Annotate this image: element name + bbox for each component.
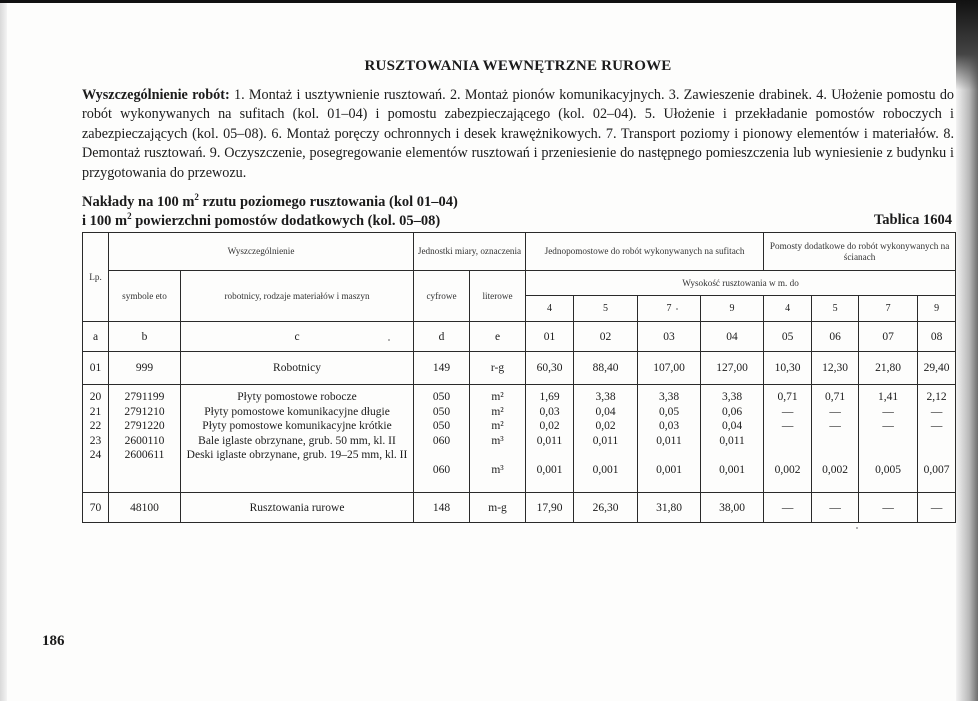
header-literowe: literowe — [470, 271, 526, 322]
cell-value: 17,90 — [526, 493, 574, 523]
header-lp: Lp. — [83, 233, 109, 322]
header-height: 9 — [918, 296, 956, 322]
header-row-2 — [83, 271, 956, 296]
page-edge-top — [0, 0, 960, 3]
norms-table — [82, 232, 956, 523]
header-jednostki: Jednostki miary, oznaczenia — [414, 233, 526, 271]
header-symbole: symbole eto — [109, 271, 181, 322]
header-height: 4 — [526, 296, 574, 322]
column-letter: c — [181, 322, 414, 352]
column-letter: e — [470, 322, 526, 352]
column-letter: a — [83, 322, 109, 352]
description-label: Wyszczególnienie robót: — [82, 87, 230, 103]
header-group-sufity: Jednopomostowe do robót wykonywanych na sufitach — [526, 233, 764, 271]
materials-symbols: 2791199 2791210 2791220 2600110 2600611 — [109, 385, 181, 493]
column-letter: 06 — [812, 322, 859, 352]
cell-lp: 01 — [83, 352, 109, 385]
cell-value: 31,80 — [638, 493, 701, 523]
cell-value: 60,30 — [526, 352, 574, 385]
cell-cyfrowe: 148 — [414, 493, 470, 523]
header-row-1 — [83, 233, 956, 271]
cell-value: — — [859, 493, 918, 523]
cell-value: 127,00 — [701, 352, 764, 385]
header-group-sciany: Pomosty dodatkowe do robót wykonywanych na ścianach — [764, 233, 956, 271]
cell-value: — — [764, 493, 812, 523]
subheading-line-1: Nakłady na 100 $m^2$ rzutu poziomego rusztowania (kol 01–04) — [82, 192, 458, 210]
column-letter: 07 — [859, 322, 918, 352]
scan-speck — [856, 527, 858, 529]
header-height: 4 — [764, 296, 812, 322]
materials-col-08: 2,12 — — 0,007 — [918, 385, 956, 493]
cell-value: 88,40 — [574, 352, 638, 385]
header-wyszczegolnienie: Wyszczególnienie — [109, 233, 414, 271]
header-wysokosc: Wysokość rusztowania w m. do — [526, 271, 956, 296]
cell-value: — — [918, 493, 956, 523]
header-height: 9 — [701, 296, 764, 322]
materials-col-07: 1,41 — — 0,005 — [859, 385, 918, 493]
column-letter: 02 — [574, 322, 638, 352]
cell-value: 21,80 — [859, 352, 918, 385]
work-description — [82, 86, 954, 183]
scan-speck — [676, 308, 678, 310]
cell-value: 38,00 — [701, 493, 764, 523]
subheading-line-2: i 100 $m^2$ powierzchni pomostów dodatkowych (kol. 05–08) — [82, 211, 441, 229]
materials-cyfrowe: 050 050 050 060 060 — [414, 385, 470, 493]
scan-speck — [388, 339, 390, 341]
cell-literowe: r-g — [470, 352, 526, 385]
machines-row — [83, 493, 956, 523]
materials-names: Płyty pomostowe robocze Płyty pomostowe komunikacyjne długie Płyty pomostowe komunikacyjne krótkie Bale iglaste obrzynane, grub. 50 mm, kl. II Deski iglaste obrzynane, grub. 19–25 mm, kl. II — [181, 385, 414, 493]
cell-value: — — [812, 493, 859, 523]
header-height: 5 — [574, 296, 638, 322]
cell-name: Rusztowania rurowe — [181, 493, 414, 523]
cell-symbol: 48100 — [109, 493, 181, 523]
header-height: 5 — [812, 296, 859, 322]
norms-subheading — [82, 193, 954, 231]
page-number: 186 — [42, 633, 65, 649]
cell-symbol: 999 — [109, 352, 181, 385]
materials-block — [83, 385, 956, 493]
materials-col-02: 3,38 0,04 0,02 0,011 0,001 — [574, 385, 638, 493]
materials-col-04: 3,38 0,06 0,04 0,011 0,001 — [701, 385, 764, 493]
header-height: 7 — [859, 296, 918, 322]
materials-col-03: 3,38 0,05 0,03 0,011 0,001 — [638, 385, 701, 493]
page-title: RUSZTOWANIA WEWNĘTRZNE RUROWE — [364, 58, 672, 74]
header-height: 7 — [638, 296, 701, 322]
header-robotnicy: robotnicy, rodzaje materiałów i maszyn — [181, 271, 414, 322]
column-letter: 05 — [764, 322, 812, 352]
column-letter-row — [83, 322, 956, 352]
cell-value: 12,30 — [812, 352, 859, 385]
column-letter: 04 — [701, 322, 764, 352]
description-text: 1. Montaż i usztywnienie rusztowań. 2. Montaż pionów komunikacyjnych. 3. Zawieszenie drabinek. 4. Ułożenie pomostu do robót wykonywanych na sufitach (kol. 01–04) i pomostu zabezpieczającego (kol. 02–04). 5. Ułożenie i przekładanie pomostów roboczych i zabezpieczających (kol. 05–08). 6. Montaż poręczy ochronnych i desek krawężnikowych. 7. Transport poziomy i pionowy elementów i materiałów. 8. Demontaż rusztowań. 9. Oczyszczenie, posegregowanie elementów rusztowań i przeniesienie do następnego pomieszczenia lub wyniesienie z budynku i przygotowania do przewozu. — [82, 87, 955, 181]
cell-value: 107,00 — [638, 352, 701, 385]
column-letter: d — [414, 322, 470, 352]
cell-literowe: m-g — [470, 493, 526, 523]
cell-cyfrowe: 149 — [414, 352, 470, 385]
page-edge-left — [0, 0, 7, 701]
cell-value: 26,30 — [574, 493, 638, 523]
workers-row — [83, 352, 956, 385]
page-edge-right — [956, 0, 978, 701]
materials-literowe: m² m² m² m³ m³ — [470, 385, 526, 493]
cell-lp: 70 — [83, 493, 109, 523]
column-letter: b — [109, 322, 181, 352]
materials-col-05: 0,71 — — 0,002 — [764, 385, 812, 493]
materials-col-01: 1,69 0,03 0,02 0,011 0,001 — [526, 385, 574, 493]
column-letter: 01 — [526, 322, 574, 352]
cell-value: 29,40 — [918, 352, 956, 385]
materials-lp: 20 21 22 23 24 — [83, 385, 109, 493]
page-edge-shadow — [956, 0, 978, 90]
cell-value: 10,30 — [764, 352, 812, 385]
materials-col-06: 0,71 — — 0,002 — [812, 385, 859, 493]
header-cyfrowe: cyfrowe — [414, 271, 470, 322]
column-letter: 08 — [918, 322, 956, 352]
cell-name: Robotnicy — [181, 352, 414, 385]
column-letter: 03 — [638, 322, 701, 352]
table-label: Tablica 1604 — [873, 212, 952, 228]
